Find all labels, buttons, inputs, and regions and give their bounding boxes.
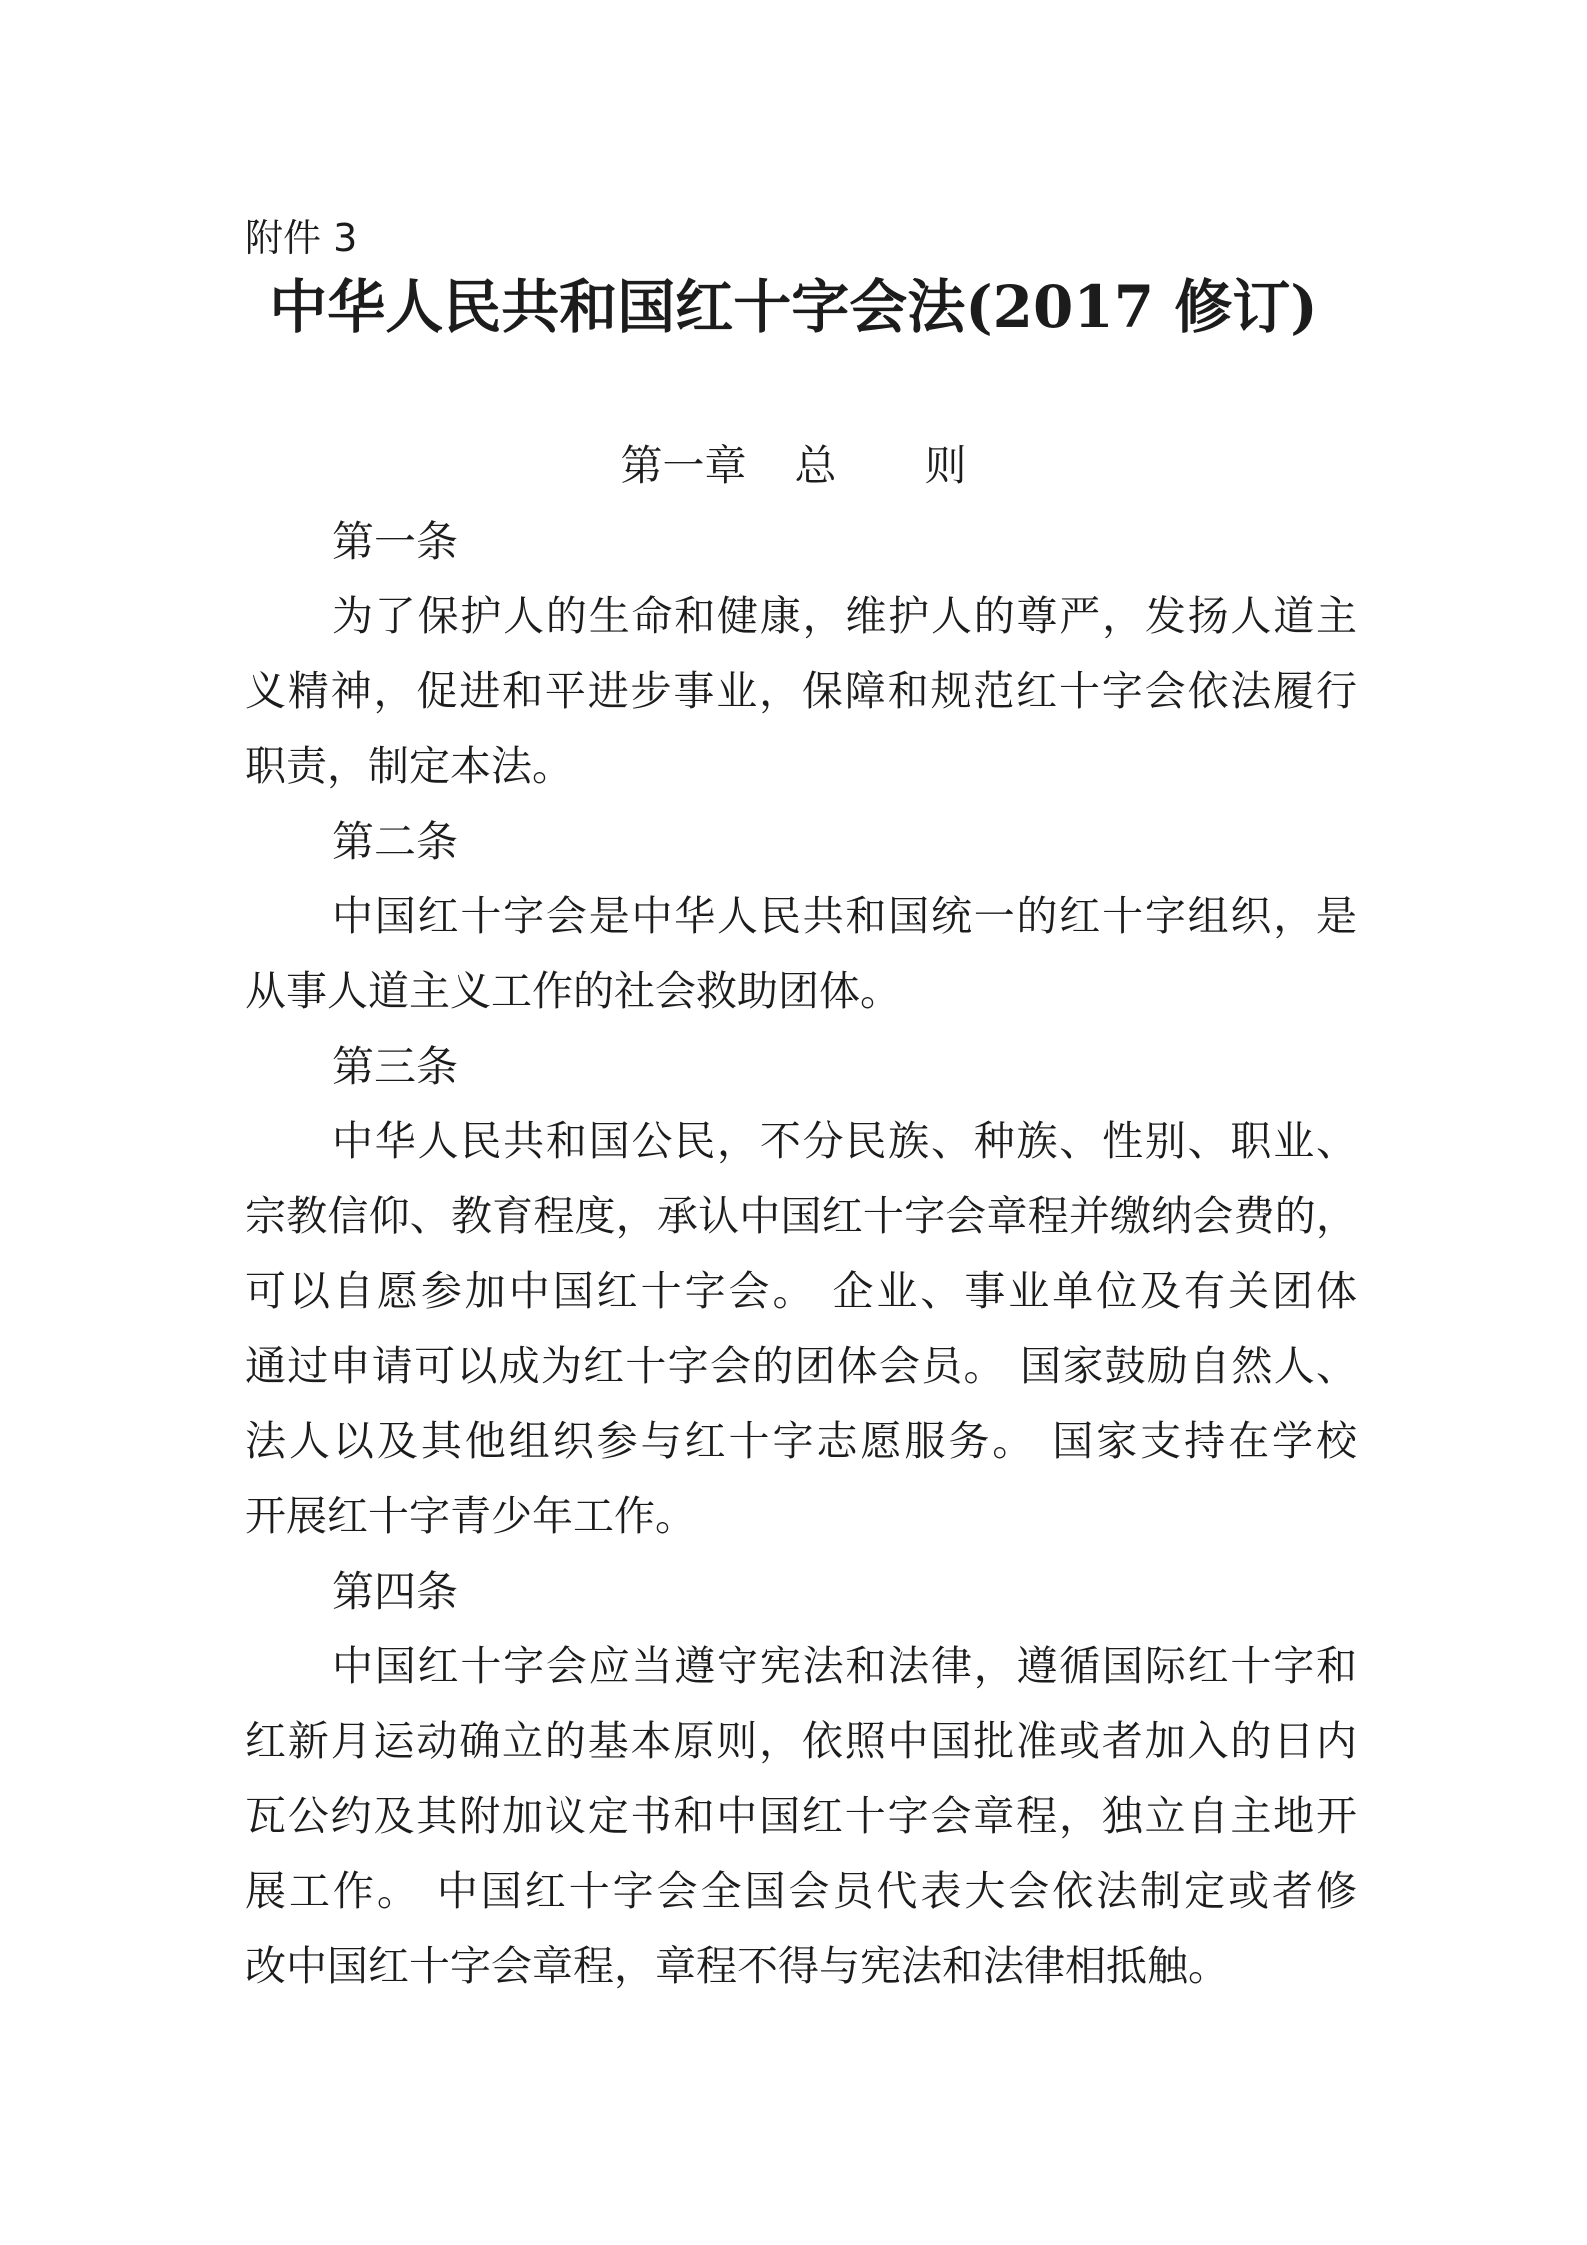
paragraph-line: 中华人民共和国公民，不分民族、种族、性别、职业、	[332, 1117, 1357, 1165]
document-body	[245, 504, 1357, 2004]
paragraph-line: 中国红十字会是中华人民共和国统一的红十字组织，是	[332, 892, 1357, 940]
paragraph-line: 可以自愿参加中国红十字会。 企业、事业单位及有关团体	[245, 1267, 1357, 1315]
article-paragraph	[245, 879, 1357, 1029]
article-paragraph	[245, 1629, 1357, 2004]
chapter-number: 第一章	[620, 441, 747, 490]
document-title: 中华人民共和国红十字会法(2017 修订)	[269, 273, 1318, 341]
paragraph-line: 为了保护人的生命和健康，维护人的尊严，发扬人道主	[332, 592, 1357, 640]
chapter-name-first: 总	[794, 441, 837, 490]
paragraph-line: 宗教信仰、教育程度，承认中国红十字会章程并缴纳会费的，	[245, 1192, 1357, 1240]
article-paragraph	[245, 579, 1357, 804]
paragraph-line: 中国红十字会应当遵守宪法和法律，遵循国际红十字和	[332, 1642, 1357, 1690]
paragraph-line: 义精神，促进和平进步事业，保障和规范红十字会依法履行	[245, 667, 1357, 715]
article-paragraph	[245, 1104, 1357, 1554]
paragraph-line: 红新月运动确立的基本原则，依照中国批准或者加入的日内	[245, 1717, 1357, 1765]
paragraph-line: 职责，制定本法。	[245, 742, 573, 790]
chapter-name-second: 则	[924, 441, 967, 490]
paragraph-line: 通过申请可以成为红十字会的团体会员。 国家鼓励自然人、	[245, 1342, 1357, 1390]
paragraph-line: 从事人道主义工作的社会救助团体。	[245, 967, 901, 1015]
article-heading: 第三条	[332, 1042, 459, 1091]
chapter-heading	[0, 428, 1587, 503]
paragraph-line: 开展红十字青少年工作。	[245, 1492, 696, 1540]
article-heading: 第二条	[332, 817, 459, 866]
paragraph-line: 改中国红十字会章程，章程不得与宪法和法律相抵触。	[245, 1942, 1229, 1990]
article-heading: 第四条	[332, 1567, 459, 1616]
article-heading: 第一条	[332, 517, 459, 566]
paragraph-line: 法人以及其他组织参与红十字志愿服务。 国家支持在学校	[245, 1417, 1357, 1465]
attachment-label: 附件 3	[245, 216, 358, 260]
paragraph-line: 展工作。 中国红十字会全国会员代表大会依法制定或者修	[245, 1867, 1357, 1915]
paragraph-line: 瓦公约及其附加议定书和中国红十字会章程，独立自主地开	[245, 1792, 1357, 1840]
